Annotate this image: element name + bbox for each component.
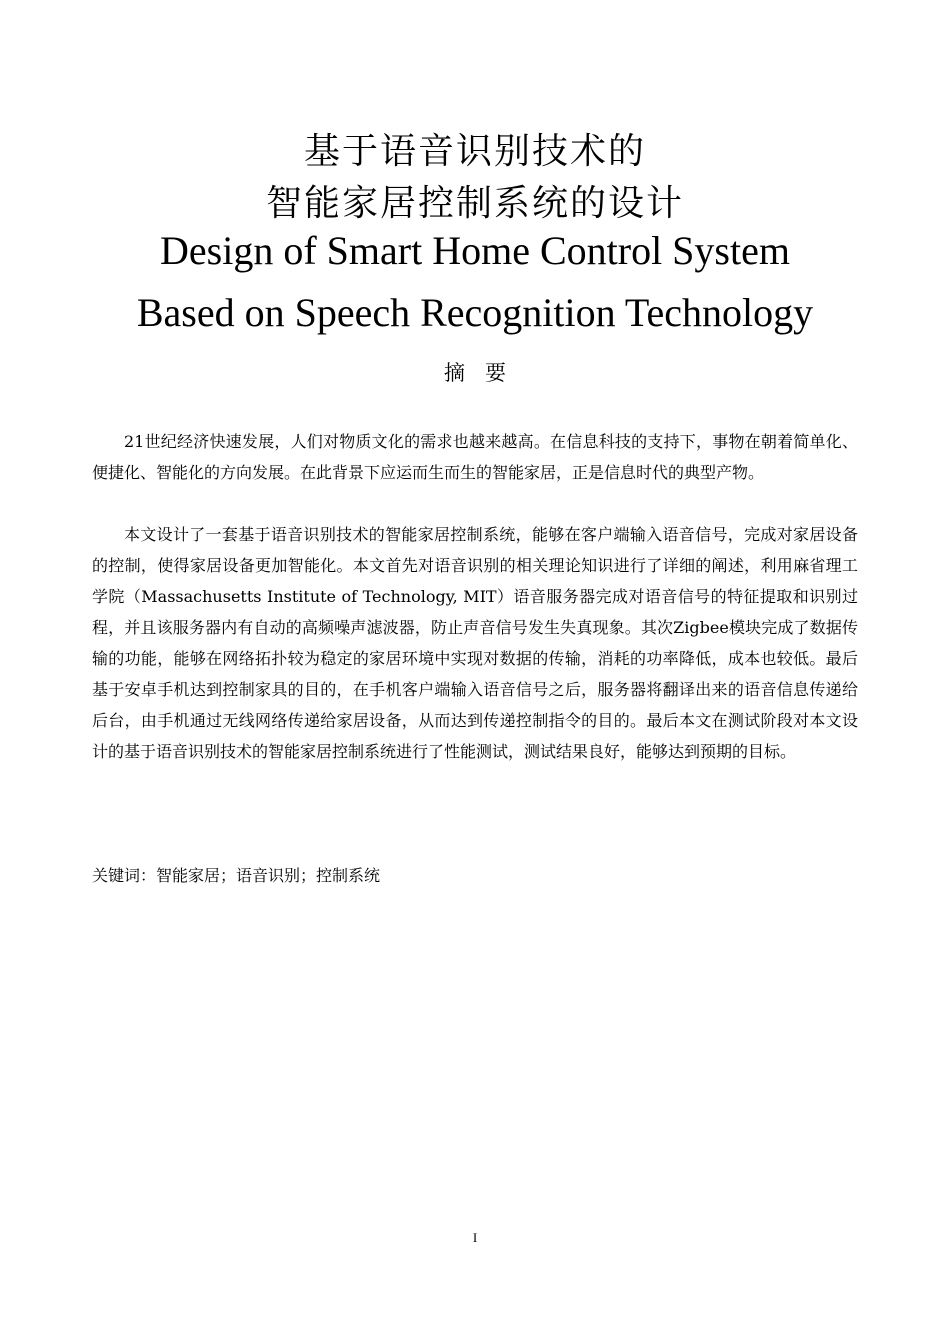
abstract-paragraph-1: 21世纪经济快速发展，人们对物质文化的需求也越来越高。在信息科技的支持下，事物在朝着简单化、便捷化、智能化的方向发展。在此背景下应运而生而生的智能家居，正是信息时代的典型产物。 <box>92 432 858 482</box>
abstract-paragraph-2: 本文设计了一套基于语音识别技术的智能家居控制系统，能够在客户端输入语音信号，完成对家居设备的控制，使得家居设备更加智能化。本文首先对语音识别的相关理论知识进行了详细的阐述，利用麻省理工学院（Massachusetts Institute of Technology, MIT）语音服务器完成对语音信号的特征提取和识别过程，并且该服务器内有自动的高频噪声滤波器，防止声音信号发生失真现象。其次Zigbee模块完成了数据传输的功能，能够在网络拓扑较为稳定的家居环境中实现对数据的传输，消耗的功率降低，成本也较低。最后基于安卓手机达到控制家具的目的，在手机客户端输入语音信号之后，服务器将翻译出来的语音信息传递给后台，由手机通过无线网络传递给家居设备，从而达到传递控制指令的目的。最后本文在测试阶段对本文设计的基于语音识别技术的智能家居控制系统进行了性能测试，测试结果良好，能够达到预期的目标。 <box>92 525 858 761</box>
title-chinese-line-1: 基于语音识别技术的 <box>303 131 646 172</box>
title-english-line-2: Based on Speech Recognition Technology <box>136 290 814 335</box>
title-english-line-1: Design of Smart Home Control System <box>160 228 790 273</box>
abstract-heading: 摘要 <box>444 361 526 385</box>
title-chinese-line-2: 智能家居控制系统的设计 <box>265 183 684 224</box>
page-number: I <box>472 1230 478 1245</box>
keywords-line: 关键词：智能家居；语音识别；控制系统 <box>92 866 381 885</box>
